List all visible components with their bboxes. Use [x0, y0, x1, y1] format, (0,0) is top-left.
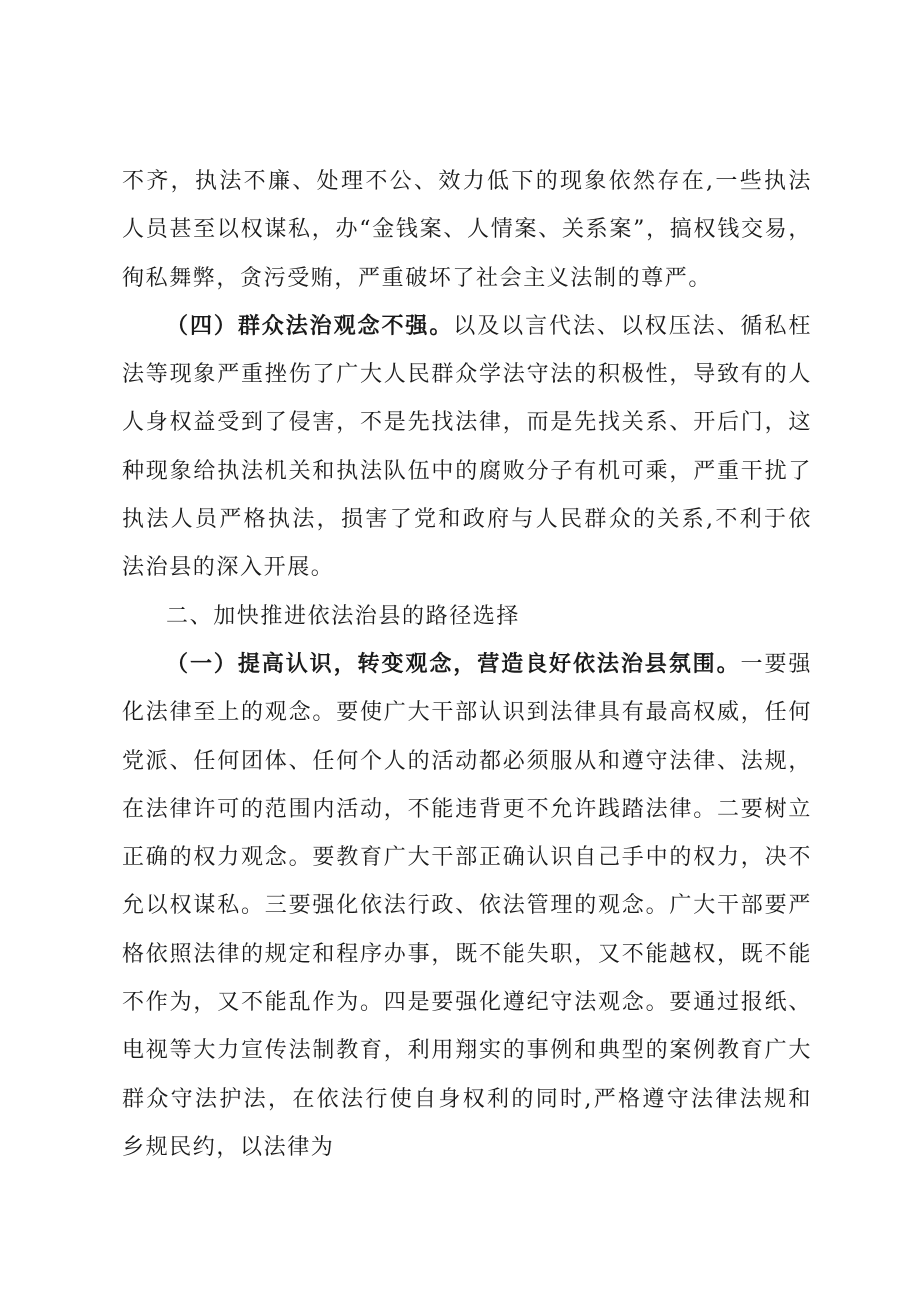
section-heading-two: 二、加快推进依法治县的路径选择 — [166, 603, 521, 629]
section-title-four: （四）群众法治观念不强。 — [166, 313, 454, 339]
paragraph-mass-legal-awareness — [122, 303, 812, 593]
section-title-one: （一）提高认识，转变观念，营造良好依法治县氛围。 — [166, 651, 741, 677]
paragraph-body: 以及以言代法、以权压法、循私枉法等现象严重挫伤了广大人民群众学法守法的积极性，导致有的人人身权益受到了侵害，不是先找法律，而是先找关系、开后门，这种现象给执法机关和执法队伍中的腐败分子有机可乘，严重干扰了执法人员严格执法，损害了党和政府与人民群众的关系,不利于依法治县的深入开展。 — [122, 313, 812, 581]
document-body — [122, 158, 812, 1172]
paragraph-raise-awareness — [122, 641, 812, 1172]
paragraph-body: 一要强化法律至上的观念。要使广大干部认识到法律具有最高权威，任何党派、任何团体、任何个人的活动都必须服从和遵守法律、法规，在法律许可的范围内活动，不能违背更不允许践踏法律。二要树立正确的权力观念。要教育广大干部正确认识自己手中的权力，决不允以权谋私。三要强化依法行政、依法管理的观念。广大干部要严格依照法律的规定和程序办事，既不能失职，又不能越权，既不能不作为，又不能乱作为。四是要强化遵纪守法观念。要通过报纸、电视等大力宣传法制教育，利用翔实的事例和典型的案例教育广大群众守法护法，在依法行使自身权利的同时,严格遵守法律法规和乡规民约，以法律为 — [122, 651, 812, 1160]
paragraph-continuation: 不齐，执法不廉、处理不公、效力低下的现象依然存在,一些执法人员甚至以权谋私，办“金钱案、人情案、关系案”，搞权钱交易，徇私舞弊，贪污受贿，严重破坏了社会主义法制的尊严。 — [122, 169, 812, 291]
